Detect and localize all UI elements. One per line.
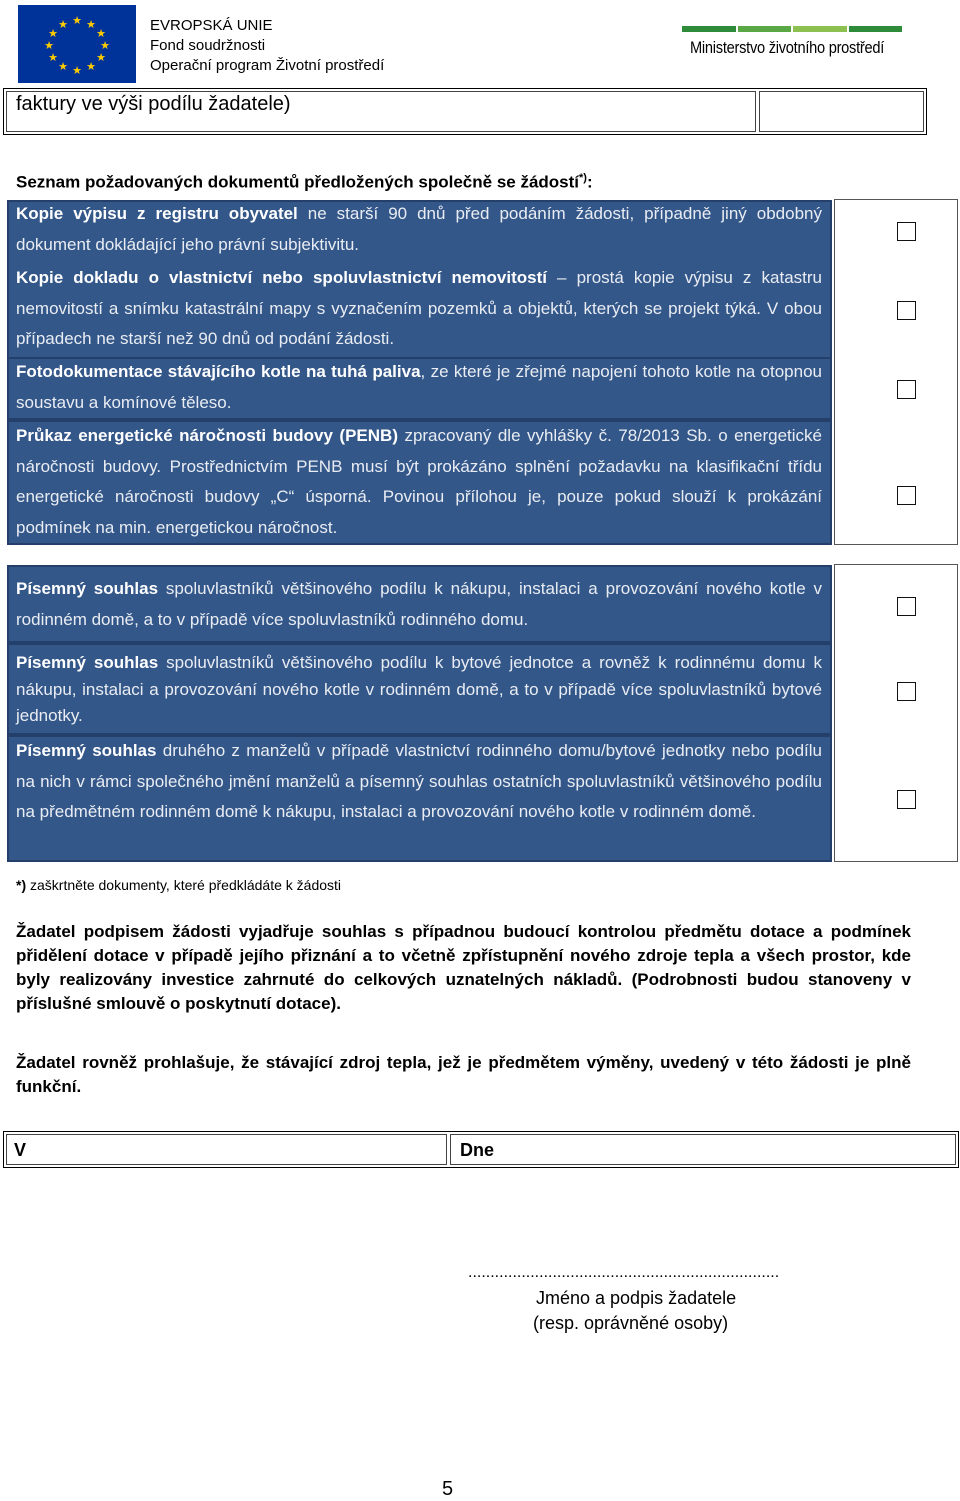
checkbox-document-3[interactable]: [897, 380, 916, 399]
eu-line2: Fond soudržnosti: [150, 37, 266, 54]
document-2-text: – prostá kopie výpisu z katastru nemovitostí a snímku katastrální mapy s vyznačením pozemků a objektů, kterých se projekt týká. V obou případech ne starší než 90 dnů od podání žádosti.: [16, 268, 822, 348]
document-7-text: druhého z manželů v případě vlastnictví rodinného domu/bytové jednotky nebo podílu na nich v rámci společného jmění manželů a písemný souhlas ostatních spoluvlastníků většinového podílu na předmětném rodinném domě k nákupu, instalaci a provozování nového kotle v rodinném domě.: [16, 741, 822, 821]
top-row-text: faktury ve výši podílu žadatele): [16, 93, 291, 115]
document-4-text: zpracovaný dle vyhlášky č. 78/2013 Sb. o energetické náročnosti budovy. Prostřednictvím PENB musí být prokázáno splnění požadavku na klasifikační třídu energetické náročnosti budovy „C“ úsporná. Povinou přílohou je, pouze pokud slouží k prokázání podmínek na min. energetickou náročnost.: [16, 426, 822, 537]
statement-control: Žadatel podpisem žádosti vyjadřuje souhlas s případnou budoucí kontrolou předmětu dotace a podmínek přidělení dotace v případě jejího přiznání a to včetně zpřístupnění nového zdroje tepla a všech prostor, kde byly realizovány investice zahrnuté do celkových uznatelných nákladů. (Podrobnosti budou stanoveny v příslušné smlouvě o poskytnutí dotace).: [16, 922, 911, 1013]
document-1-text: ne starší 90 dnů před podáním žádosti, případně jiný obdobný dokument dokládající jeho právní subjektivitu.: [16, 204, 822, 254]
ministry-color-bar: [682, 26, 902, 32]
document-3-bold: Fotodokumentace stávajícího kotle na tuhá paliva: [16, 362, 421, 381]
top-cell-empty[interactable]: [759, 91, 924, 132]
svg-text:★: ★: [72, 14, 82, 27]
documents-heading: [16, 172, 593, 193]
footnote-text: zaškrtněte dokumenty, které předkládáte k žádosti: [26, 877, 342, 893]
document-5-bold: Písemný souhlas: [16, 579, 159, 598]
document-item-5: [16, 574, 822, 635]
svg-text:★: ★: [86, 18, 96, 31]
page-number: 5: [442, 1478, 454, 1500]
checkbox-document-4[interactable]: [897, 486, 916, 505]
document-5-text: spoluvlastníků většinového podílu k nákupu, instalaci a provozování nového kotle v rodinném domě, a to v případě více spoluvlastníků rodinného domu.: [16, 579, 823, 629]
footnote: [16, 877, 341, 893]
document-item-1: [16, 199, 822, 260]
date-label: Dne: [460, 1140, 495, 1160]
document-3-text: , ze které je zřejmé napojení tohoto kotle na otopnou soustavu a komínové těleso.: [16, 362, 822, 412]
document-item-7: [16, 736, 822, 828]
document-6-text: spoluvlastníků většinového podílu k bytové jednotce a rovněž k rodinnému domu k nákupu, instalaci a provozování nového kotle v rodinném domě, a to v případě více spoluvlastníků bytové jednotky.: [16, 653, 822, 725]
document-4-bold: Průkaz energetické náročnosti budovy (PENB): [16, 426, 398, 445]
signature-line: ......................................................................: [468, 1264, 780, 1281]
statement-functional: Žadatel rovněž prohlašuje, že stávající zdroj tepla, jež je předmětem výměny, uvedený v této žádosti je plně funkční.: [16, 1053, 911, 1096]
svg-text:★: ★: [58, 60, 68, 73]
document-1-bold: Kopie výpisu z registru obyvatel: [16, 204, 298, 223]
svg-text:★: ★: [100, 39, 110, 52]
document-7-bold: Písemný souhlas: [16, 741, 157, 760]
document-6-bold: Písemný souhlas: [16, 653, 159, 672]
checkbox-document-7[interactable]: [897, 790, 916, 809]
date-field[interactable]: [450, 1134, 956, 1165]
eu-flag-logo: [18, 5, 136, 83]
ministry-logo-text: Ministerstvo životního prostředí: [690, 38, 885, 57]
svg-text:★: ★: [72, 64, 82, 77]
documents-heading-marker: *): [579, 172, 587, 184]
checkbox-document-2[interactable]: [897, 301, 916, 320]
place-field[interactable]: [6, 1134, 447, 1165]
eu-line3: Operační program Životní prostředí: [150, 57, 385, 74]
document-2-bold: Kopie dokladu o vlastnictví nebo spoluvlastnictví nemovitostí: [16, 268, 547, 287]
documents-heading-colon: :: [586, 172, 593, 192]
eu-stars-icon: [18, 5, 136, 83]
footnote-marker: *): [16, 877, 27, 893]
checkbox-document-5[interactable]: [897, 597, 916, 616]
eu-line1: EVROPSKÁ UNIE: [150, 17, 273, 34]
svg-text:★: ★: [44, 39, 54, 52]
checkbox-column-1: [834, 199, 958, 545]
place-label: V: [14, 1140, 27, 1160]
signature-label: Jméno a podpis žadatele: [536, 1288, 737, 1308]
document-item-6: [16, 650, 822, 730]
svg-text:★: ★: [58, 18, 68, 31]
document-item-3: [16, 357, 822, 418]
signature-sublabel: (resp. oprávněné osoby): [533, 1313, 729, 1333]
document-item-2: [16, 263, 822, 355]
checkbox-document-6[interactable]: [897, 682, 916, 701]
svg-text:★: ★: [48, 27, 58, 40]
document-item-4: [16, 421, 822, 543]
svg-text:★: ★: [96, 51, 106, 64]
svg-text:★: ★: [96, 27, 106, 40]
eu-header-text: [150, 16, 384, 76]
checkbox-document-1[interactable]: [897, 222, 916, 241]
checkbox-column-2: [834, 564, 958, 862]
svg-text:★: ★: [48, 51, 58, 64]
svg-text:★: ★: [86, 60, 96, 73]
documents-heading-text: Seznam požadovaných dokumentů předložených společně se žádostí: [16, 172, 580, 192]
